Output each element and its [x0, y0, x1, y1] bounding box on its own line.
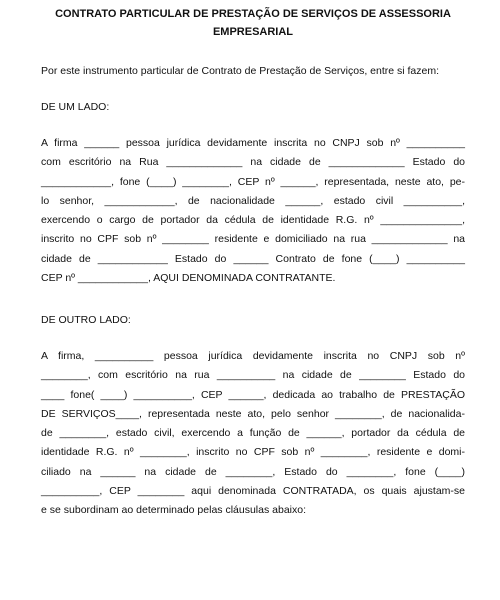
paragraph-line: lo senhor, ____________, de nacionalidade ______, estado civil __________, [41, 194, 465, 207]
contract-page [41, 0, 465, 517]
paragraph-line: CEP nº ____________, AQUI DENOMINADA CONTRATANTE. [41, 272, 336, 285]
section-label-other-side: DE OUTRO LADO: [41, 314, 131, 326]
paragraph-line: A firma ______ pessoa jurídica devidamente inscrita no CNPJ sob nº __________ [41, 137, 465, 149]
intro-paragraph: Por este instrumento particular de Contrato de Prestação de Serviços, entre si fazem: [41, 65, 440, 77]
paragraph-line: e se subordinam ao determinado pelas cláusulas abaixo: [41, 504, 306, 517]
paragraph-line: ____________, fone (____) ________, CEP nº ______, representada, neste ato, pe- [41, 175, 465, 188]
paragraph-line: ____ fone( ____) __________, CEP ______, dedicada ao trabalho de PRESTAÇÃO [41, 388, 465, 401]
document-title [41, 0, 465, 41]
paragraph-line: ciliado na ______ na cidade de ________, Estado do ________, fone (____) [41, 465, 465, 478]
paragraph-line: inscrito no CPF sob nº ________ residente e domiciliado na rua _____________ na [41, 233, 465, 246]
paragraph-line: com escritório na Rua _____________ na cidade de _____________ Estado do [41, 156, 465, 169]
paragraph-line: cidade de ____________ Estado do ______ Contrato de fone (____) __________ [41, 252, 465, 265]
paragraph-line: A firma, __________ pessoa jurídica devidamente inscrita no CNPJ sob nº [41, 350, 465, 362]
paragraph-line: __________, CEP ________ aqui denominada CONTRATADA, os quais ajustam-se [41, 485, 465, 498]
paragraph-line: exercendo o cargo de portador da cédula de identidade R.G. nº ______________, [41, 214, 465, 227]
contracting-party-paragraph [41, 134, 465, 288]
paragraph-line: DE SERVIÇOS____, representada neste ato, pelo senhor ________, de nacionalida- [41, 407, 465, 420]
title-line-1: CONTRATO PARTICULAR DE PRESTAÇÃO DE SERVIÇOS DE ASSESSORIA [55, 8, 451, 20]
paragraph-line: de ________, estado civil, exercendo a função de ______, portador da cédula de [41, 427, 465, 440]
paragraph-line: ________, com escritório na rua __________ na cidade de ________ Estado do [41, 369, 465, 382]
paragraph-line: identidade R.G. nº ________, inscrito no CPF sob nº ________, residente e domi- [41, 446, 465, 459]
section-label-one-side: DE UM LADO: [41, 101, 110, 113]
contracted-party-paragraph [41, 347, 465, 521]
title-line-2: EMPRESARIAL [212, 26, 294, 38]
